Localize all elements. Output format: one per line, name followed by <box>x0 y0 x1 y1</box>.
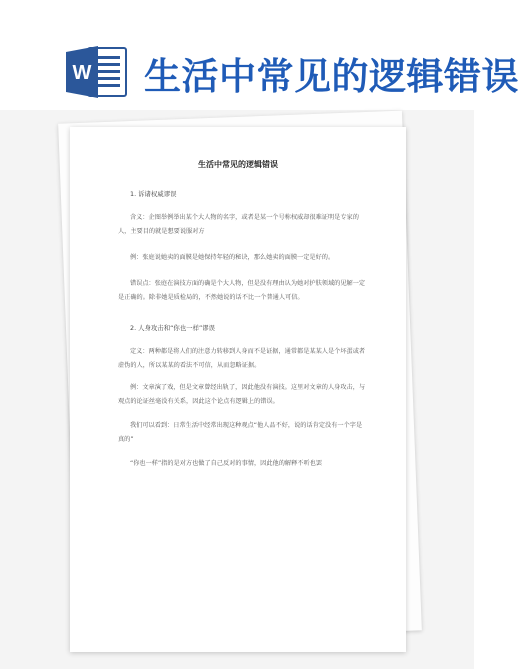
word-document-icon <box>64 44 130 100</box>
svg-text:W: W <box>72 62 92 84</box>
document-title: 生活中常见的逻辑错误 <box>198 160 278 169</box>
banner-header <box>0 0 519 110</box>
banner-title: 生活中常见的逻辑错误 <box>144 55 519 98</box>
example-paragraph: 例：文章演了戏，但是文章曾经出轨了，因此他没有演技。这里对文章的人身攻击，与观点的论证丝毫没有关系，因此这个论点有逻辑上的错误。 <box>118 384 366 405</box>
document-page <box>70 127 406 652</box>
section-heading: 1. 诉诸权威谬误 <box>130 190 177 198</box>
definition-paragraph: 含义：企图举例举出某个大人物的名字，或者是某一个号称权威却很难证明是专家的人，主要目的就是想要说服对方 <box>118 214 359 235</box>
example-paragraph: 例：张庭说她卖的面膜是她保持年轻的秘诀，那么她卖的面膜一定是好的。 <box>130 254 335 261</box>
note-paragraph: “你也一样”指的是对方也做了自己反对的事情，因此他的解释不听也罢 <box>130 460 323 467</box>
section-heading: 2. 人身攻击和“你也一样”谬误 <box>130 324 216 332</box>
error-paragraph: 错误点：张庭在演技方面的确是个大人物，但是没有理由认为她对护肤领域的见解一定是正确的。除非她是质检局的，不然她说的话不比一个普通人可信。 <box>118 280 366 301</box>
note-paragraph: 我们可以看到：日常生活中经常出现这种观点“他人品不好，说的话肯定没有一个字是真的” <box>118 422 363 443</box>
definition-paragraph: 定义：两种都是将人们的注意力转移到人身而不是证据，通常都是某某人是个坏蛋或者虚伪的人，所以某某的看法不可信，从而忽略证据。 <box>118 348 366 369</box>
